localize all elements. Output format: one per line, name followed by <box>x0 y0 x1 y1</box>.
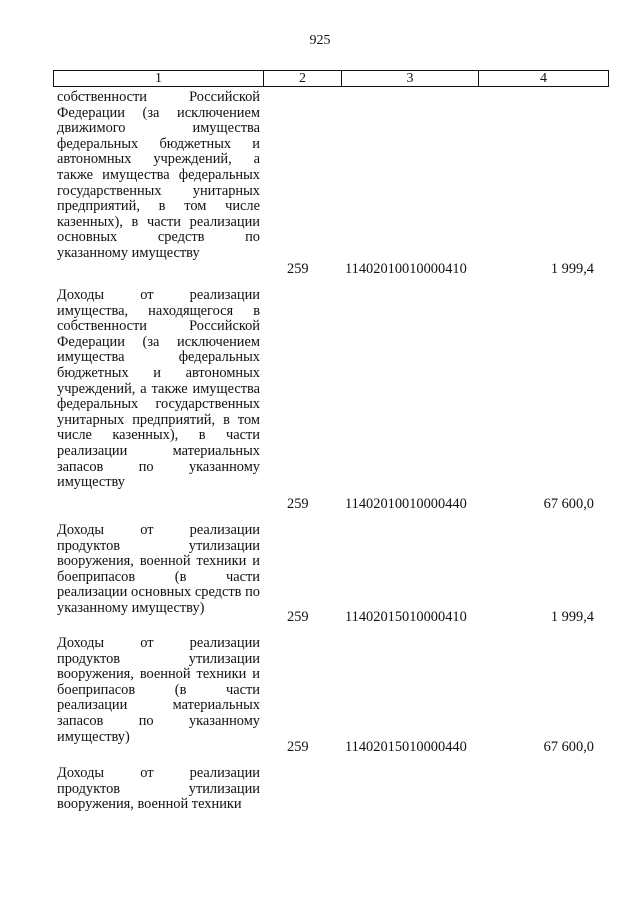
row-kbk-code: 11402015010000440 <box>345 739 467 756</box>
row-amount: 1 999,4 <box>550 261 594 278</box>
table-row <box>57 766 609 818</box>
row-amount: 67 600,0 <box>543 496 594 513</box>
row-description: собственности Российской Федерации (за исключением движимого имущества федеральных бюджетных и автономных учреждений, а также имущества федеральных государственных унитарных предприятий, в том числе казенных), в части реализации основных средств по указанному имуществу <box>57 89 260 261</box>
header-col-1: 1 <box>54 71 264 86</box>
row-kbk-code: 11402010010000410 <box>345 261 467 278</box>
row-amount: 1 999,4 <box>550 609 594 626</box>
table-row <box>57 523 609 626</box>
row-description: Доходы от реализации продуктов утилизации вооружения, военной техники и боеприпасов (в части реализации основных средств по указанному имуществу) <box>57 522 260 616</box>
row-amount: 67 600,0 <box>543 739 594 756</box>
table-row <box>57 636 609 756</box>
table-header <box>53 70 609 87</box>
row-admin-code: 259 <box>287 261 309 278</box>
header-col-4: 4 <box>540 71 547 86</box>
header-col-2: 2 <box>264 71 342 86</box>
table-row <box>57 288 609 513</box>
page-number: 925 <box>309 33 331 48</box>
header-col-3: 3 <box>342 71 479 86</box>
row-admin-code: 259 <box>287 609 309 626</box>
table-row <box>57 90 609 278</box>
row-description: Доходы от реализации продуктов утилизации вооружения, военной техники и боеприпасов (в части реализации материальных запасов по указанному имуществу) <box>57 635 260 745</box>
row-description: Доходы от реализации продуктов утилизации вооружения, военной техники <box>57 765 260 813</box>
row-kbk-code: 11402015010000410 <box>345 609 467 626</box>
row-description: Доходы от реализации имущества, находящегося в собственности Российской Федерации (за исключением имущества федеральных бюджетных и автономных учреждений, а также имущества федеральных государственных унитарных предприятий, в том числе казенных), в части реализации материальных запасов по указанному имуществу <box>57 287 260 491</box>
row-admin-code: 259 <box>287 496 309 513</box>
row-admin-code: 259 <box>287 739 309 756</box>
row-kbk-code: 11402010010000440 <box>345 496 467 513</box>
